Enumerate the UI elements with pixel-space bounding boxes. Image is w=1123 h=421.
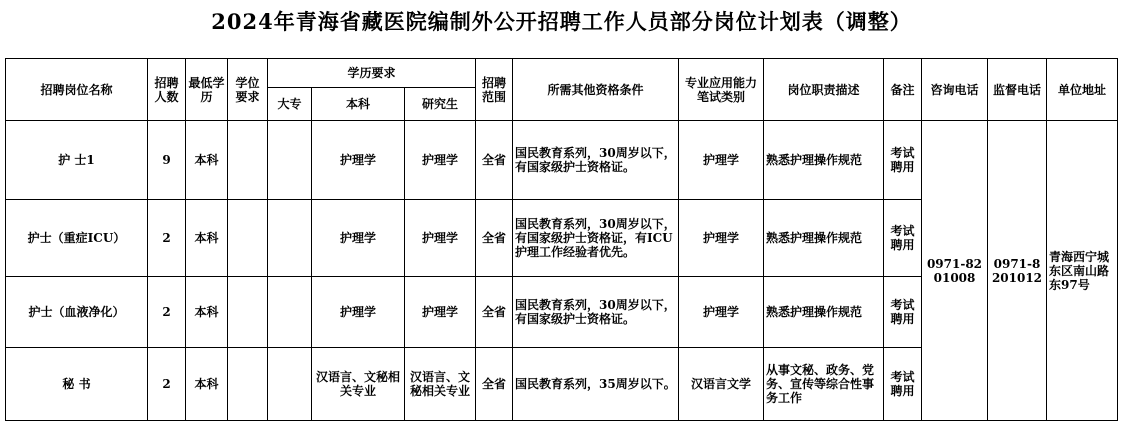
cell-exam: 护理学 bbox=[679, 121, 764, 200]
cell-count: 9 bbox=[148, 121, 186, 200]
header-row-1 bbox=[6, 59, 1118, 88]
header-supervise: 监督电话 bbox=[988, 59, 1047, 121]
cell-yanjiusheng: 汉语言、文秘相关专业 bbox=[405, 348, 476, 421]
cell-degree bbox=[228, 121, 268, 200]
header-min-edu: 最低学历 bbox=[186, 59, 228, 121]
cell-post: 护士（重症ICU） bbox=[6, 200, 148, 277]
header-exam: 专业应用能力笔试类别 bbox=[679, 59, 764, 121]
header-scope: 招聘范围 bbox=[476, 59, 513, 121]
cell-remark: 考试聘用 bbox=[884, 277, 922, 348]
cell-exam: 护理学 bbox=[679, 200, 764, 277]
header-duty: 岗位职责描述 bbox=[764, 59, 884, 121]
header-degree: 学位要求 bbox=[228, 59, 268, 121]
cell-post: 护 士1 bbox=[6, 121, 148, 200]
header-phone: 咨询电话 bbox=[922, 59, 988, 121]
cell-yanjiusheng: 护理学 bbox=[405, 121, 476, 200]
cell-count: 2 bbox=[148, 348, 186, 421]
cell-degree bbox=[228, 200, 268, 277]
cell-yanjiusheng: 护理学 bbox=[405, 277, 476, 348]
header-count: 招聘人数 bbox=[148, 59, 186, 121]
cell-remark: 考试聘用 bbox=[884, 200, 922, 277]
cell-benke: 汉语言、文秘相关专业 bbox=[312, 348, 405, 421]
header-dazhuan: 大专 bbox=[268, 88, 312, 121]
cell-address: 青海西宁城东区南山路东97号 bbox=[1047, 121, 1118, 421]
cell-supervise: 0971-8201012 bbox=[988, 121, 1047, 421]
cell-other: 国民教育系列，30周岁以下，有国家级护士资格证。 bbox=[513, 277, 679, 348]
cell-post: 秘 书 bbox=[6, 348, 148, 421]
cell-scope: 全省 bbox=[476, 348, 513, 421]
cell-dazhuan bbox=[268, 348, 312, 421]
cell-min-edu: 本科 bbox=[186, 277, 228, 348]
table-row bbox=[6, 121, 1118, 200]
cell-remark: 考试聘用 bbox=[884, 348, 922, 421]
cell-exam: 汉语言文学 bbox=[679, 348, 764, 421]
cell-scope: 全省 bbox=[476, 121, 513, 200]
header-edu-req: 学历要求 bbox=[268, 59, 476, 88]
header-post-name: 招聘岗位名称 bbox=[6, 59, 148, 121]
cell-yanjiusheng: 护理学 bbox=[405, 200, 476, 277]
cell-phone: 0971-8201008 bbox=[922, 121, 988, 421]
cell-post: 护士（血液净化） bbox=[6, 277, 148, 348]
cell-count: 2 bbox=[148, 277, 186, 348]
cell-remark: 考试聘用 bbox=[884, 121, 922, 200]
cell-degree bbox=[228, 277, 268, 348]
cell-other: 国民教育系列，35周岁以下。 bbox=[513, 348, 679, 421]
cell-dazhuan bbox=[268, 277, 312, 348]
cell-min-edu: 本科 bbox=[186, 348, 228, 421]
header-yanjiusheng: 研究生 bbox=[405, 88, 476, 121]
cell-dazhuan bbox=[268, 121, 312, 200]
cell-count: 2 bbox=[148, 200, 186, 277]
cell-min-edu: 本科 bbox=[186, 200, 228, 277]
cell-scope: 全省 bbox=[476, 277, 513, 348]
cell-other: 国民教育系列，30周岁以下，有国家级护士资格证。 bbox=[513, 121, 679, 200]
cell-scope: 全省 bbox=[476, 200, 513, 277]
cell-duty: 熟悉护理操作规范 bbox=[764, 121, 884, 200]
cell-duty: 熟悉护理操作规范 bbox=[764, 277, 884, 348]
cell-degree bbox=[228, 348, 268, 421]
cell-duty: 熟悉护理操作规范 bbox=[764, 200, 884, 277]
header-benke: 本科 bbox=[312, 88, 405, 121]
cell-exam: 护理学 bbox=[679, 277, 764, 348]
cell-other: 国民教育系列，30周岁以下，有国家级护士资格证，有ICU护理工作经验者优先。 bbox=[513, 200, 679, 277]
cell-min-edu: 本科 bbox=[186, 121, 228, 200]
cell-benke: 护理学 bbox=[312, 277, 405, 348]
recruitment-table bbox=[5, 58, 1118, 421]
page-title: 2024年青海省藏医院编制外公开招聘工作人员部分岗位计划表（调整） bbox=[211, 9, 912, 34]
header-address: 单位地址 bbox=[1047, 59, 1118, 121]
cell-dazhuan bbox=[268, 200, 312, 277]
cell-duty: 从事文秘、政务、党务、宣传等综合性事务工作 bbox=[764, 348, 884, 421]
cell-benke: 护理学 bbox=[312, 200, 405, 277]
cell-benke: 护理学 bbox=[312, 121, 405, 200]
header-other: 所需其他资格条件 bbox=[513, 59, 679, 121]
header-remark: 备注 bbox=[884, 59, 922, 121]
